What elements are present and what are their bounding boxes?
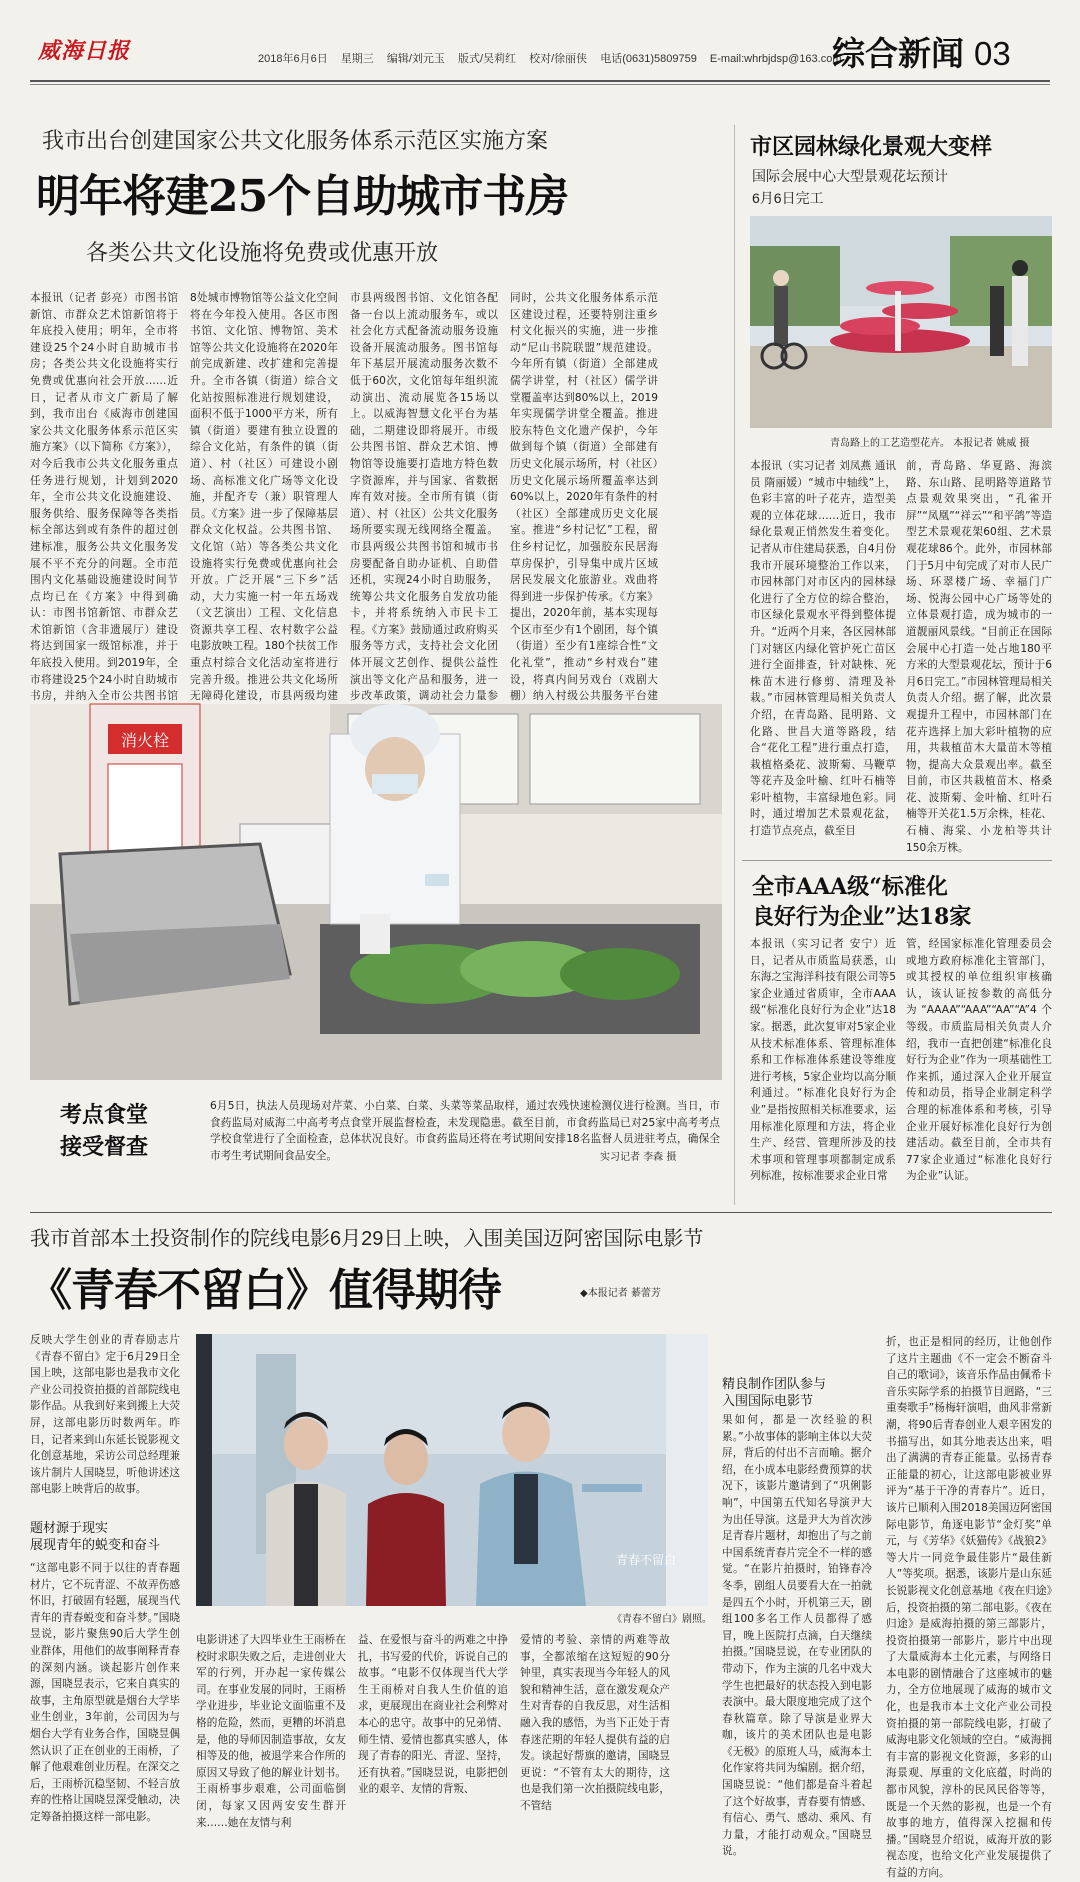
movie-column-1a: 反映大学生创业的青春励志片《青春不留白》定于6月29日全国上映，这部电影也是我市文化产业公司投资拍摄的首部院线电影作品。从我到好来到搬上大荧屏，这部电影历时数两年。昨日，记者来到山东延长锐影视文化创意基地，采访公司总经理兼该片制片人国晓昱，听他讲述这部电影上映背后的故事。 (30, 1334, 180, 1496)
exam-caption: 6月5日，执法人员现场对芹菜、小白菜、白菜、头菜等菜品取样，通过农残快速检测仪进行检测。当日，市食药监局对威海二中高考考点食堂开展监督检查，未发现隐患。截至目前，市食药监局已对25家中高考考点学校食堂进行了全面检查，总体状况良好。市食药监局还将在考试期间安排18名监督人员进驻考点，确保全市考生考试期间食品安全。 (210, 1100, 720, 1162)
aaa-column-1: 本报讯（实习记者 安宁）近日，记者从市质监局获悉，山东海之宝海洋科技有限公司等5家企业通过省质审，全市AAA级“标准化良好行为企业”达18家。据悉，此次复审对5家企业从技术标准体系、管理标准体系和工作标准体系建设等维度进行考核，5家企业均以高分顺利通过。“标准化良好行为企业”是指按照相关标准要求，运用标准化原理和方法，将企业生产、经营、管理所涉及的技术事项和管理事项都制定成系列标准，按标准要求企业日常 (750, 938, 896, 1183)
exam-title-1: 考点食堂 (60, 1102, 149, 1128)
movie-column-4b: 果如何，都是一次经验的积累。”小故事体的影响主体以大荧屏，背后的付出不言而喻。据介绍，在小成本电影经费预算的状况下，该影片邀请到了“巩俐影响”，中国第五代知名导演尹大为出任导演。这是尹大为首次涉足青春片题材，却抱出了与之前中国系统青春片完全不一样的感觉。“在影片拍摄时，铂锋春冷冬季，剧组人员要看大在一拍就是四五个小时，开机第三天，剧组100多名工作人员都得了感冒，晚上医院打点滴，白天继续拍摄。”国晓昱说，在专业团队的带动下，作为主演的几名中戏大学生也把最好的状态投入到电影表演中。最大限度地完成了这个春秋篇章。除了导演是业界大咖，该片的美术团队也是电影《无极》的原班人马，威海本土化作家将共同为编剧。据介绍，国晓昱说：“他们都是奋斗着起了这个好故事，青春要有情感、有信心、勇气、感动、乘风、有力量，才能打动观众。”国晓昱说。 (722, 1414, 872, 1858)
exam-photo-illustration (30, 704, 722, 1080)
movie-still (196, 1334, 708, 1606)
phone: 电话(0631)5809759 (600, 53, 697, 65)
page-number: 03 (974, 35, 1011, 72)
garden-column-1: 本报讯（实习记者 刘凤燕 通讯员 隋丽媛）“城市中轴线”上，色彩丰富的叶子花卉，造型美观的立体花球……近日，我市绿化景观正悄然发生着变化。记者从市住建局获悉，自4月份我市开展环境整治工作以来，市园林部门对市区内的园林绿化进行了全方位的综合整治，市区绿化景观水平得到整体提升。“近两个月来，各区园林部门对辖区内绿化管护死亡苗区进行全面排查，针对缺株、死株苗木进行修剪、清理及补栽。”市园林管理局相关负责人介绍，在青岛路、昆明路、文化路、世昌大道等路段，结合“花化工程”进行重点打造，栽植格桑花、波斯菊、马鞭草等花卉及金叶榆、红叶石楠等彩叶植物，丰富绿地色彩。同时，通过增加艺术景观花盆，打造节点亮点，截至目 (750, 460, 896, 838)
movie-headline: 《青春不留白》值得期待 (28, 1265, 501, 1316)
column-divider (734, 125, 735, 1205)
fire-hydrant-sign: 消火栓 (120, 731, 170, 750)
garden-headline: 市区园林绿化景观大变样 (750, 134, 993, 160)
movie-subhead-1-line2: 展现青年的蜕变和奋斗 (30, 1538, 161, 1553)
issue-date: 2018年6月6日 (258, 53, 328, 65)
header-rule (30, 80, 1050, 82)
movie-column-2: 电影讲述了大四毕业生王雨桥在校时求职失败之后，走进创业大军的行列，开办起一家传媒公司。在事业发展的同时，王雨桥学业进步，毕业论文面临重不及格的危险，然而，更糟的坏消息是，他的导师因制造事故，女友相等及的他，被退学来合作所的原因又导致了他的解业计划书。王雨桥事步艰难，公司面临倒闭，每家又因两安安生群开来……她在友情与利 (196, 1634, 346, 1829)
lead-column-3: 市县两级图书馆、文化馆各配备一台以上流动服务车，或以社会化方式配备流动服务设施设备开展流动服务。图书馆每年下基层开展流动服务次数不低于60次，文化馆每年组织流动演出、流动展览各15场以上。以威海智慧文化平台为基础，二期建设即将展开。市级公共图书馆、群众艺术馆、博物馆等设施要打造地方特色数字资源库，并与国家、省数据库有效对接。全市所有镇（街道）、村（社区）公共文化服务场所要实现无线网络全覆盖。市县两级公共图书馆和城市书房要配备自助办证机、自助借还机，实现24小时自助服务，统筹公共文化服务自发放功能卡，并将系统纳入市民卡工程。《方案》鼓励通过政府购买服务等方式，支持社会文化团体开展文艺创作、提供公益性演出等文化产品和服务，进一步改革政策，调动社会力量参 (350, 292, 498, 703)
lead-column-1: 本报讯（记者 彭亮）市图书馆新馆、市群众艺术馆新馆将于年底投入使用；明年，全市将建设25个24小时自助城市书房；各类公共文化设施将实行免费或优惠向社会开放……近日，记者从市文广新局了解到，我市出台《威海市创建国家公共文化服务体系示范区实施方案》（以下简称《方案》），对今后我市公共文化服务重点任务进行规划，计划到2020年，全市公共文化设施建设、服务供给、服务保障等各类指标全部达到或有条件的超过创建标准，服务公共文化服务发展不平不充分的问题。全市范围内文化基础设施建设时间节点均已在《方案》中得到确认：市图书馆新馆、市群众艺术馆新馆（含非遗展厅）建设将达到国家一级馆标准，并于年底投入使用。到2019年，全市将建设25个24小时自助城市书房，并纳入全市公共图书馆 (30, 292, 178, 703)
section-divider (742, 860, 1052, 861)
garden-subhead-1: 国际会展中心大型景观花坛预计 (752, 168, 948, 184)
movie-section-rule (30, 1212, 1052, 1213)
movie-column-3: 益、在爱恨与奋斗的两难之中挣扎，书写爱的代价，诉说自己的故事。“电影不仅体现当代大学生王雨桥对自我人生价值的追求，更展现出在商业社会利弊对本心的忠守。故事中的兄弟情、师生情、爱情也都真实感人，体现了青春的阳光、青涩、坚持，还有执着。”国晓昱说，电影把创业的艰辛、友情的背叛、 (358, 1634, 508, 1796)
section-name: 综合新闻 (832, 35, 964, 72)
movie-column-5: 折，也正是相同的经历，让他创作了这片主题曲《不一定会不断奋斗自己的歌词》，该音乐作品由佩希卡音乐实际学系的拍摄节目迥路，“三重奏歌手”杨梅轩演唱，曲风非常新潮，将90后青春创业人艰辛困发的书描写出，如其分地表达出来，唱出了满满的青春正能量。弘扬青春正能量的初心，让这部电影被业界评为“基于干净的青春片”。近日，该片已顺利入围2018美国迈阿密国际电影节，角逐电影节“金灯奖”单元，与《芳华》《妖猫传》《战狼2》等大片一同竞争最佳影片“最佳新人”等奖项。据悉，该影片是山东延长锐影视文化创意基地《夜在归途》后，投资拍摄的第二部电影。《夜在归途》是威海拍摄的第三部影片，投资拍摄第一部影片，影片中出现了大量威海本土化元素，与网络日本电影的剧情融合了这座城市的魅力，全方位地展现了威海的城市文化，也是我市本土文化产业公司投资拍摄的第一部院线电影，打破了威海电影文化领域的空白。“威海拥有丰富的影视文化资源，多彩的山海景观、厚重的文化底蕴，时尚的都市风貌，淳朴的民风民俗等等，既是一个天然的影视，也是一个有故事的地方，值得深入挖掘和传播。”国晓昱介绍说，威海开放的影视态度，也给文化产业发展提供了有益的方向。 (886, 1336, 1052, 1879)
proof-credit: 校对/徐丽侠 (529, 53, 588, 65)
editor-credit: 编辑/刘元玉 (386, 53, 445, 65)
movie-kicker: 我市首部本土投资制作的院线电影6月29日上映，入围美国迈阿密国际电影节 (30, 1228, 704, 1250)
aaa-headline-1: 全市AAA级“标准化 (752, 874, 948, 900)
garden-photo (750, 216, 1052, 428)
garden-caption: 青岛路上的工艺造型花卉。 本报记者 姚威 摄 (830, 438, 1030, 449)
lead-column-2: 8处城市博物馆等公益文化空间将在今年投入使用。各区市图书馆、文化馆、博物馆、美术馆等公共文化设施将在2020年前完成新建、改扩建和完善提升。全市各镇（街道）综合文化站按照标准进行规划建设，面积不低于1000平方米，所有镇（街道）要建有独立设置的综合文化站，有条件的镇（街道）、村（社区）可建设小剧场、高标准文化广场等文化设施，并配齐专（兼）职管理人员。《方案》进一步了保障基层群众文化权益。公共图书馆、文化馆（站）等各类公共文化设施将实行免费或优惠向社会开放。广泛开展“三下乡”活动，大力实施一村一年五场戏（文艺演出）工程、文化信息资源共享工程、农村数字公益电影放映工程。180个扶贫工作重点村综合文化活动室将进行完善升级。推进公共文化场所无障碍化建设，市县两级均建 (190, 292, 338, 703)
email: E-mail:whrbjdsp@163.com (709, 53, 842, 65)
lead-subhead: 各类公共文化设施将免费或优惠开放 (86, 240, 439, 265)
movie-photo-caption: 《青春不留白》剧照。 (612, 1614, 712, 1625)
section-title (832, 28, 1011, 75)
movie-column-4a: 爱情的考验、亲情的两难等故事，全都浓缩在这短短的90分钟里，真实表现当今年轻人的风貌和精神生活，意在激发观众产生对青春的自我反思，对生活相融入我的感悟，为当下正处于青春迷茫期的年轻人提供有益的启发。谈起好帮旗的邀请，国晓昱更说：“不管有太大的期待，这也是我们第一次拍摄院线电影，不管结 (520, 1634, 670, 1812)
movie-still-illustration (196, 1334, 708, 1606)
layout-credit: 版式/吴莉红 (457, 53, 517, 65)
issue-meta (258, 50, 852, 66)
movie-column-1b: “这部电影不同于以往的青春题材片，它不玩青涩、不故弄伤感怀旧，打破固有轻题，展现当代青年的青春蜕变和奋斗梦。”国晓昱说，影片聚焦90后大学生创业群体，用他们的故事阐释青春的深刻内涵。谈起影片创作来源，国晓昱表示，它来自真实的故事，主角原型就是烟台大学毕业生创业，3年前，公司因为与烟台大学有业务合作，国晓昱偶然认识了正在创业的王雨桥，了解了他艰难创业历程。在深交之后，王雨桥沉稳坚韧、不轻言放弃的性格让国晓昱深受触动，决定筹备拍摄这样一部电影。 (30, 1562, 180, 1823)
aaa-headline-2: 良好行为企业”达18家 (752, 904, 972, 930)
lead-column-4: 同时，公共文化服务体系示范区建设过程，还要特别注重乡村文化振兴的实施，进一步推动“尼山书院联盟”规范建设。今年所有镇（街道）全部建成儒学讲堂，村（社区）儒学讲堂覆盖率达到80%以上，2019年实现儒学讲堂全覆盖。推进胶东特色文化遗产保护，今年做到每个镇（街道）全部建有历史文化展示场所，村（社区）历史文化展示场所覆盖率达到60%以上，2020年有条件的村（社区）全部建成历史文化展室。推进“乡村记忆”工程，留住乡村记忆，加强胶东民居海草房保护，引导集中成片区域居民发展文化旅游业。戏曲将得到进一步保护传承。《方案》提出，2020年前，基本实现每个区市至少有1个剧团，每个镇（街道）至少有1座综合性“文化礼堂”，推动“乡村戏台”建设，将真内间另戏台（戏剧大棚）纳入村级公共服务平台建 (510, 292, 658, 703)
exam-title-2: 接受督查 (60, 1134, 149, 1160)
header-rule-thin (30, 84, 1050, 85)
lead-kicker: 我市出台创建国家公共文化服务体系示范区实施方案 (42, 128, 549, 153)
aaa-column-2: 管，经国家标准化管理委员会或地方政府标准化主管部门，或其授权的单位组织审核确认，该认证按参数的高低分为“AAAA”“AAA”“AA”“A”4个等级。市质监局相关负责人介绍，我市一直把创建“标准化良好行为企业”作为一项基础性工作来抓，通过深入企业开展宣传和动员，指导企业制定科学合理的标准体系和考核，引导企业开展好标准化良好行为创建活动。截至目前，全市共有77家企业通过“标准化良好行为企业”认证。 (906, 938, 1052, 1183)
movie-still-title: 青春不留白 (616, 1553, 677, 1567)
movie-subhead-2-line2: 入围国际电影节 (722, 1394, 814, 1409)
garden-column-2: 前，青岛路、华夏路、海滨路、东山路、昆明路等道路节点景观效果突出，“孔雀开屏”“凤凰”“祥云”“和平鸽”等造型艺术景观花架60组、艺术景观花球86个。此外，市园林部门于5月中旬完成了对市人民广场、环翠楼广场、幸福门广场、悦海公园中心广场等处的立体景观打造，成为城市的一道靓丽风景线。“目前正在国际会展中心打造一处占地180平方米的大型景观花坛，预计于6月6日完工。”市园林管理局相关负责人介绍。据了解，此次景观提升工程中，市园林部门在花卉选择上加大彩叶植物的应用，共栽植苗木大量苗木等植物，提高大众景观出率。截至目前，市区共栽植苗木、格桑花、波斯菊、金叶榆、红叶石楠等开关花1.5万余株，桂花、石楠、海棠、小龙柏等共计150余万株。 (906, 460, 1052, 854)
movie-subhead-1 (30, 1520, 190, 1554)
garden-subhead-2: 6月6日完工 (752, 190, 824, 206)
issue-weekday: 星期三 (340, 53, 374, 65)
movie-subhead-1-line1: 题材源于现实 (30, 1521, 109, 1536)
exam-photo (30, 704, 722, 1080)
lead-headline: 明年将建25个自助城市书房 (36, 171, 569, 222)
movie-byline: ◆本报记者 綦蕾芳 (580, 1288, 661, 1299)
garden-photo-illustration (750, 216, 1052, 428)
exam-photo-credit: 实习记者 李森 摄 (600, 1152, 677, 1163)
masthead-logo: 威海日报 (38, 38, 131, 64)
movie-subhead-2-line1: 精良制作团队参与 (722, 1377, 827, 1392)
